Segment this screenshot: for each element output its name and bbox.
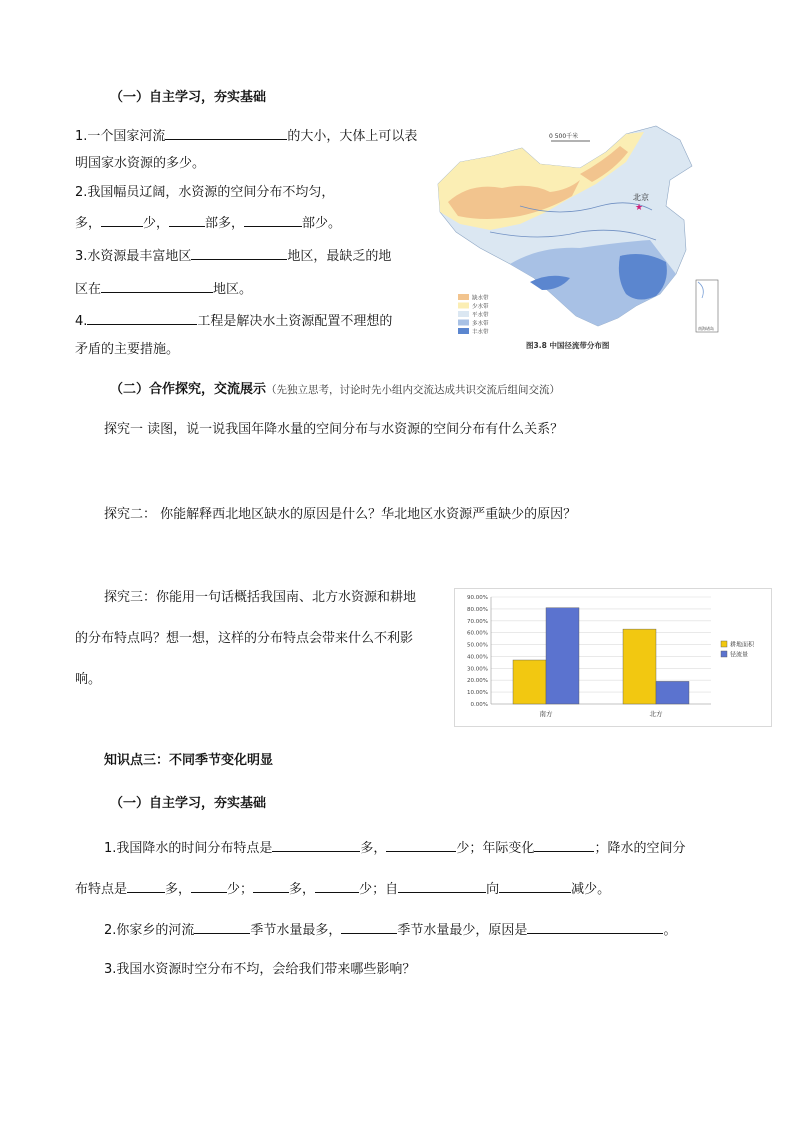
question-3-line2: 区在 地区。 [75, 279, 252, 299]
bar-耕地面积-南方 [513, 660, 546, 704]
kp3-question-2: 2.你家乡的河流 季节水量最多， 季节水量最少，原因是 。 [104, 920, 676, 940]
section2-heading-line: （二）合作探究，交流展示（先独立思考，讨论时先小组内交流达成共识交流后组间交流） [110, 382, 561, 397]
bar-chart-panel [454, 588, 772, 727]
question-4-line1: 4. 工程是解决水土资源配置不理想的 [75, 311, 392, 331]
y-tick-label: 40.00% [467, 654, 488, 661]
blank-2c[interactable] [244, 213, 302, 227]
map-legend-swatch [458, 303, 469, 309]
knowledge-point-3-heading: 知识点三：不同季节变化明显 [104, 753, 274, 768]
map-legend-label: 少水带 [472, 304, 489, 310]
china-runoff-map [430, 122, 720, 350]
map-legend-label: 缺水带 [472, 295, 489, 302]
map-scale-label: 0 500千米 [549, 133, 579, 140]
kp3-blank-1f[interactable] [253, 879, 289, 893]
y-tick-label: 60.00% [467, 630, 488, 637]
exploration-3-line3: 响。 [75, 672, 102, 687]
kp3-blank-1g[interactable] [315, 879, 359, 893]
map-legend-swatch [458, 320, 469, 326]
y-tick-label: 80.00% [467, 606, 488, 613]
map-legend-swatch [458, 311, 469, 317]
kp3-blank-2b[interactable] [341, 920, 397, 934]
question-1-line1: 1.一个国家河流 的大小，大体上可以表 [75, 126, 417, 146]
map-legend-label: 平水带 [472, 312, 489, 319]
blank-2b[interactable] [169, 213, 205, 227]
section1-heading: （一）自主学习，夯实基础 [110, 90, 267, 105]
x-tick-label: 南方 [539, 710, 553, 718]
kp3-blank-1e[interactable] [191, 879, 227, 893]
farmland-runoff-chart [455, 589, 771, 726]
map-legend-label: 多水带 [472, 321, 489, 327]
kp3-blank-1h[interactable] [398, 879, 486, 893]
kp3-blank-1d[interactable] [127, 879, 165, 893]
blank-1[interactable] [165, 126, 287, 140]
kp3-blank-1i[interactable] [499, 879, 571, 893]
beijing-label: 北京 [633, 193, 649, 202]
blank-4[interactable] [87, 311, 197, 325]
y-tick-label: 30.00% [467, 666, 488, 673]
bar-径流量-北方 [656, 681, 689, 704]
map-legend-swatch [458, 328, 469, 334]
south-china-sea-inset [696, 280, 718, 332]
map-legend-label: 丰水带 [472, 329, 489, 336]
kp3-subheading: （一）自主学习，夯实基础 [110, 796, 267, 811]
map-legend-swatch [458, 294, 469, 300]
kp3-question-3: 3.我国水资源时空分布不均，会给我们带来哪些影响？ [104, 962, 416, 977]
legend-swatch [721, 651, 727, 657]
y-tick-label: 0.00% [470, 702, 488, 708]
y-tick-label: 20.00% [467, 678, 488, 685]
legend-label: 径流量 [730, 651, 749, 659]
bar-径流量-南方 [546, 608, 579, 704]
exploration-1: 探究一 读图，说一说我国年降水量的空间分布与水资源的空间分布有什么关系？ [104, 422, 564, 437]
question-2-line2: 多， 少， 部多， 部少。 [75, 213, 341, 233]
exploration-3-line1: 探究三：你能用一句话概括我国南、北方水资源和耕地 [104, 590, 417, 605]
y-tick-label: 50.00% [467, 642, 488, 649]
blank-2a[interactable] [101, 213, 143, 227]
kp3-blank-1c[interactable] [534, 838, 594, 852]
kp3-blank-2a[interactable] [194, 920, 250, 934]
kp3-blank-1a[interactable] [272, 838, 360, 852]
y-tick-label: 70.00% [467, 618, 488, 625]
exploration-2: 探究二： 你能解释西北地区缺水的原因是什么？华北地区水资源严重缺少的原因？ [104, 507, 577, 522]
legend-label: 耕地面积 [730, 641, 755, 649]
kp3-question-1-line1: 1.我国降水的时间分布特点是 多， 少；年际变化 ；降水的空间分 [104, 838, 685, 858]
capital-star-icon: ★ [635, 203, 644, 213]
x-tick-label: 北方 [649, 710, 663, 718]
y-tick-label: 90.00% [467, 595, 488, 601]
map-legend [458, 294, 489, 336]
y-tick-label: 10.00% [467, 690, 488, 697]
inset-label: 南海诸岛 [698, 326, 714, 331]
bar-耕地面积-北方 [623, 629, 656, 704]
runoff-map-figure [430, 122, 720, 350]
kp3-blank-2c[interactable] [527, 920, 663, 934]
question-2-line1: 2.我国幅员辽阔，水资源的空间分布不均匀， [75, 185, 335, 200]
question-4-line2: 矛盾的主要措施。 [75, 342, 180, 357]
kp3-blank-1b[interactable] [386, 838, 456, 852]
question-1-line2: 明国家水资源的多少。 [75, 156, 206, 171]
blank-3a[interactable] [191, 246, 287, 260]
kp3-question-1-line2: 布特点是 多， 少； 多， 少；自 向 减少。 [75, 879, 610, 899]
exploration-3-line2: 的分布特点吗？想一想，这样的分布特点会带来什么不利影 [75, 631, 414, 646]
question-3-line1: 3.水资源最丰富地区 地区，最缺乏的地 [75, 246, 391, 266]
legend-swatch [721, 641, 727, 647]
blank-3b[interactable] [101, 279, 213, 293]
map-caption: 图3.8 中国径流带分布图 [526, 341, 610, 350]
